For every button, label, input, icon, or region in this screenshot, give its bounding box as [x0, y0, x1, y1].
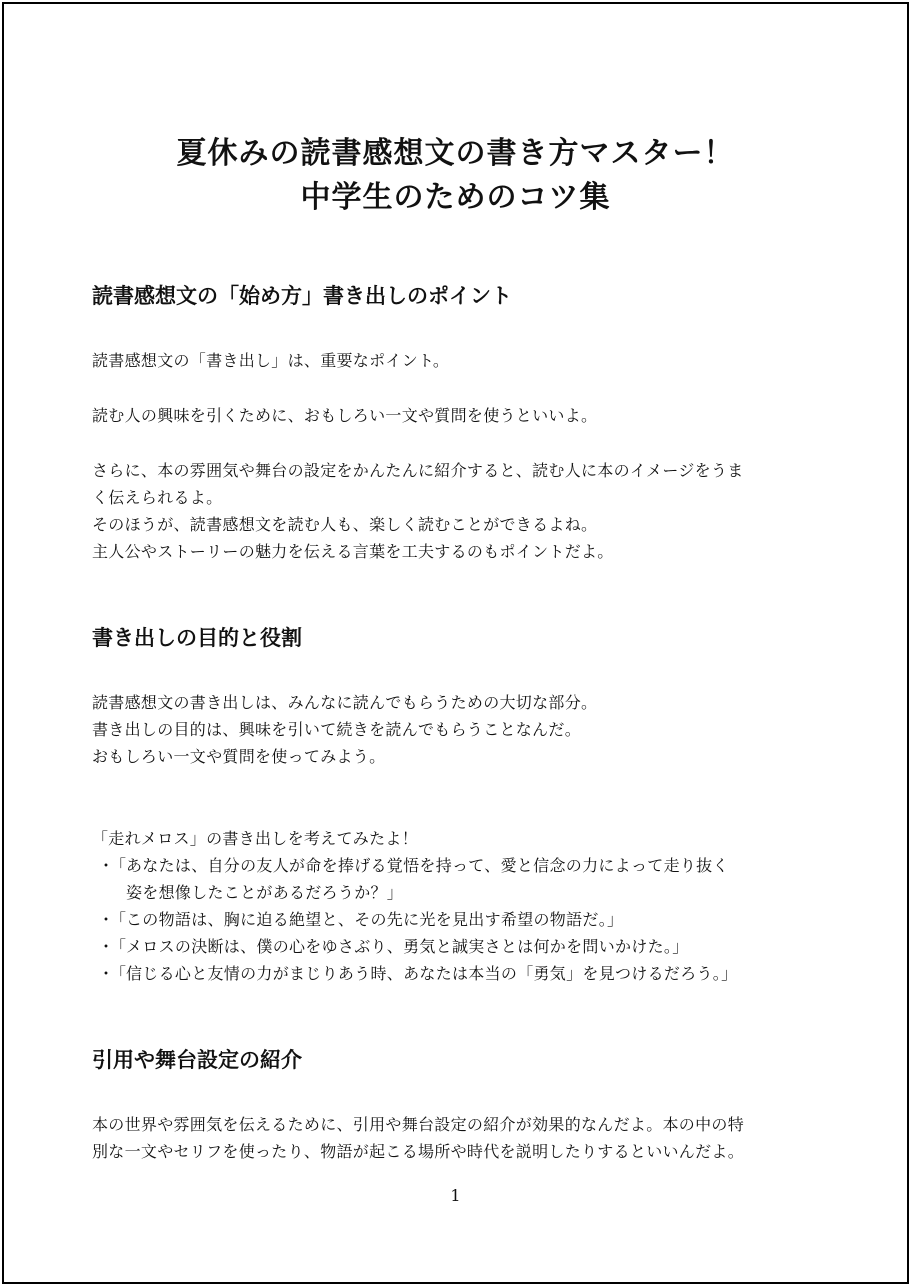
paragraph-line: おもしろい一文や質問を使ってみよう。 [92, 747, 386, 766]
list-item [92, 852, 832, 906]
paragraph-line: く伝えられるよ。 [92, 488, 223, 507]
section-heading-opening-points: 読書感想文の「始め方」書き出しのポイント [92, 284, 512, 308]
bullet-text: メロスの決断は、僕の心をゆさぶり、勇気と誠実さとは何かを問いかけた。」 [126, 937, 689, 956]
section-heading-purpose-role: 書き出しの目的と役割 [92, 626, 302, 650]
paragraph-group [92, 457, 832, 565]
bullet-marker: ・ [98, 856, 115, 875]
quote-mark: 「 [110, 910, 127, 929]
bullet-text: 信じる心と友情の力がまじりあう時、あなたは本当の「勇気」を見つけるだろう。」 [126, 964, 738, 983]
example-bullet-list [92, 852, 832, 987]
bullet-text: この物語は、胸に迫る絶望と、その先に光を見出す希望の物語だ。」 [126, 910, 624, 929]
section-heading-quotes-setting: 引用や舞台設定の紹介 [92, 1048, 302, 1072]
paragraph: 読む人の興味を引くために、おもしろい一文や質問を使うといいよ。 [92, 406, 598, 425]
paragraph-line: 本の世界や雰囲気を伝えるために、引用や舞台設定の紹介が効果的なんだよ。本の中の特 [92, 1115, 745, 1134]
list-item [92, 960, 832, 987]
page-number: 1 [450, 1186, 461, 1205]
example-intro: 「走れメロス」の書き出しを考えてみたよ！ [92, 829, 419, 848]
quote-mark: 「 [110, 964, 127, 983]
quote-mark: 「 [110, 856, 127, 875]
title-line-1: 夏休みの読書感想文の書き方マスター！ [176, 136, 735, 171]
paragraph-group [92, 689, 832, 770]
paragraph-group [92, 1111, 832, 1165]
quote-mark: 「 [110, 937, 127, 956]
paragraph-line: そのほうが、読書感想文を読む人も、楽しく読むことができるよね。 [92, 515, 598, 534]
paragraph-line: 主人公やストーリーの魅力を伝える言葉を工夫するのもポイントだよ。 [92, 542, 614, 561]
title-line-2: 中学生のためのコツ集 [300, 180, 611, 215]
list-item [92, 933, 832, 960]
bullet-marker: ・ [98, 910, 115, 929]
bullet-marker: ・ [98, 937, 115, 956]
bullet-text: あなたは、自分の友人が命を捧げる覚悟を持って、愛と信念の力によって走り抜く [126, 856, 729, 875]
document-title [4, 132, 907, 220]
list-item [92, 906, 832, 933]
document-body [92, 279, 832, 1165]
paragraph-line: 書き出しの目的は、興味を引いて続きを読んでもらうことなんだ。 [92, 720, 582, 739]
bullet-text-continued: 姿を想像したことがあるだろうか？」 [126, 883, 404, 902]
paragraph-line: 別な一文やセリフを使ったり、物語が起こる場所や時代を説明したりするといいんだよ。 [92, 1142, 745, 1161]
paragraph-line: 読書感想文の書き出しは、みんなに読んでもらうための大切な部分。 [92, 693, 598, 712]
bullet-marker: ・ [98, 964, 115, 983]
paragraph-line: さらに、本の雰囲気や舞台の設定をかんたんに紹介すると、読む人に本のイメージをうま [92, 461, 744, 480]
paragraph: 読書感想文の「書き出し」は、重要なポイント。 [92, 351, 450, 370]
document-page [2, 2, 909, 1284]
